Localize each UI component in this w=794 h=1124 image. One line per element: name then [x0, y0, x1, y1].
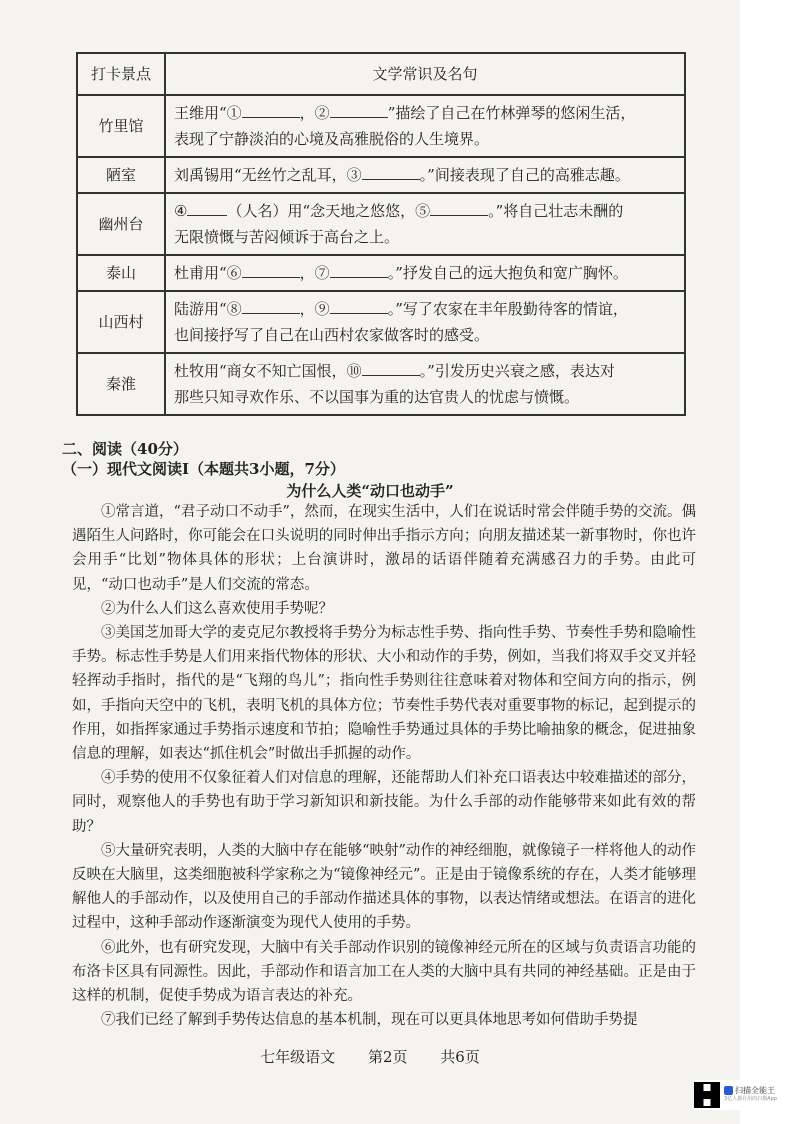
table-row — [77, 193, 685, 255]
paragraph: ⑥此外，也有研究发现，大脑中有关手部动作识别的镜像神经元所在的区域与负责语言功能的布洛卡区具有同源性。因此，手部动作和语言加工在人类的大脑中具有共同的神经基础。正是由于这样的机制，促使手势成为语言表达的补充。 — [72, 939, 696, 1005]
paragraph: ⑦我们已经了解到手势传达信息的基本机制，现在可以更具体地思考如何借助手势提 — [101, 1012, 638, 1029]
answer-blank[interactable] — [330, 103, 388, 118]
table-row — [77, 95, 685, 157]
site-cell: 山西村 — [77, 291, 165, 353]
footer-total: 共6页 — [440, 1048, 480, 1066]
site-cell: 幽州台 — [77, 193, 165, 255]
footer-subject: 七年级语文 — [260, 1048, 336, 1066]
content-cell: 刘禹锡用“无丝竹之乱耳，③ 。”间接表现了自己的高雅志趣。 — [165, 157, 685, 193]
scanner-app-name: 扫描全能王 — [735, 1086, 775, 1095]
table-header-row — [77, 53, 685, 95]
article-title: 为什么人类“动口也动手” — [286, 482, 454, 500]
site-cell: 秦淮 — [77, 353, 165, 415]
table-row — [77, 291, 685, 353]
answer-blank[interactable] — [187, 201, 227, 216]
answer-blank[interactable] — [430, 201, 488, 216]
paragraph: ④手势的使用不仅象征着人们对信息的理解，还能帮助人们补充口语表达中较难描述的部分，同时，观察他人的手势也有助于学习新知识和新技能。为什么手部的动作能够带来如此有效的帮助？ — [72, 770, 696, 835]
answer-blank[interactable] — [330, 299, 388, 314]
page-footer — [0, 1046, 740, 1067]
scanner-logo-icon — [724, 1086, 733, 1095]
site-cell: 陋室 — [77, 157, 165, 193]
content-cell: 杜甫用“⑥ ，⑦ 。”抒发自己的远大抱负和宽广胸怀。 — [165, 255, 685, 291]
header-site: 打卡景点 — [77, 53, 165, 95]
answer-blank[interactable] — [330, 263, 388, 278]
answer-blank[interactable] — [362, 165, 420, 180]
answer-blank[interactable] — [242, 103, 300, 118]
site-cell: 竹里馆 — [77, 95, 165, 157]
header-content: 文学常识及名句 — [165, 53, 685, 95]
poetry-table — [76, 52, 686, 416]
table-row — [77, 255, 685, 291]
content-cell: 陆游用“⑧ ，⑨ 。”写了农家在丰年殷勤待客的情谊， 也间接抒写了自己在山西村农家做客时的感受。 — [165, 291, 685, 353]
table-row — [77, 157, 685, 193]
footer-page: 第2页 — [367, 1048, 408, 1066]
subsection-title: （一）现代文阅读Ⅰ（本题共3小题，7分） — [62, 460, 345, 478]
content-cell: 王维用“① ，② ”描绘了自己在竹林弹琴的悠闲生活， 表现了宁静淡泊的心境及高雅脱俗的人生境界。 — [165, 95, 685, 157]
content-cell: ④ （人名）用“念天地之悠悠，⑤ 。”将自己壮志未酬的 无限愤慨与苦闷倾诉于高台之上。 — [165, 193, 685, 255]
content-cell: 杜牧用“商女不知亡国恨，⑩ 。”引发历史兴衰之感，表达对 那些只知寻欢作乐、不以国事为重的达官贵人的忧虑与愤慨。 — [165, 353, 685, 415]
qr-code-icon — [694, 1082, 720, 1108]
page-margin — [740, 0, 794, 1124]
table-row — [77, 353, 685, 415]
paragraph: ①常言道，“君子动口不动手”，然而，在现实生活中，人们在说话时常会伴随手势的交流。偶遇陌生人问路时，你可能会在口头说明的同时伸出手指示方向；向朋友描述某一新事物时，你也许会用手“比划”物体具体的形状；上台演讲时，激昂的话语伴随着充满感召力的手势。由此可见，“动口也动手”是人们交流的常态。 — [72, 504, 696, 593]
site-cell: 泰山 — [77, 255, 165, 291]
scanner-watermark — [694, 1080, 786, 1110]
paragraph: ⑤大量研究表明，人类的大脑中存在能够“映射”动作的神经细胞，就像镜子一样将他人的动作反映在大脑里，这类细胞被科学家称之为“镜像神经元”。正是由于镜像系统的存在，人类才能够理解他人的手部动作，以及使用自己的手部动作描述具体的事物，以表达情绪或想法。在语言的进化过程中，这种手部动作逐渐演变为现代人使用的手势。 — [72, 842, 696, 932]
paragraph: ③美国芝加哥大学的麦克尼尔教授将手势分为标志性手势、指向性手势、节奏性手势和隐喻性手势。标志性手势是人们用来指代物体的形状、大小和动作的手势，例如，当我们将双手交叉并轻轻挥动手指时，指代的是“飞翔的鸟儿”；指向性手势则往往意味着对物体和空间方向的指示，例如，手指向天空中的飞机，表明飞机的具体方位；节奏性手势代表对重要事物的标记，起到提示的作用，如指挥家通过手势指示速度和节拍；隐喻性手势通过具体的手势比喻抽象的概念，促进抽象信息的理解，如表达“抓住机会”时做出手抓握的动作。 — [72, 625, 696, 763]
scanner-tagline: 3亿人都在用的扫描App — [724, 1096, 777, 1102]
article-body — [72, 500, 696, 1032]
paragraph: ②为什么人们这么喜欢使用手势呢？ — [101, 600, 333, 617]
answer-blank[interactable] — [362, 361, 420, 376]
answer-blank[interactable] — [242, 263, 300, 278]
section-title: 二、阅读（40分） — [62, 440, 188, 458]
answer-blank[interactable] — [242, 299, 300, 314]
